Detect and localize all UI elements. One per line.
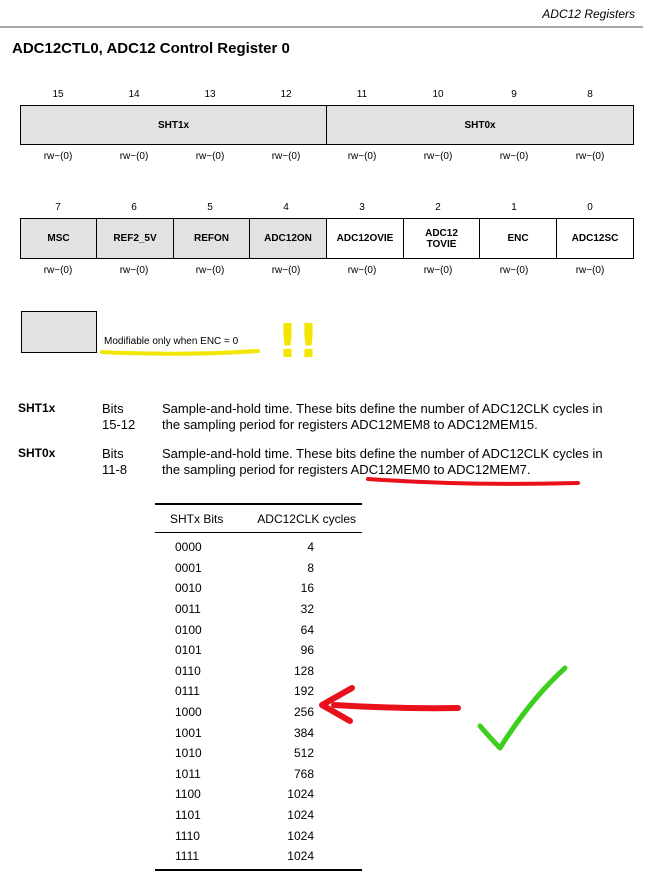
table-cell-bits: 1010 bbox=[175, 746, 202, 761]
table-cell-cycles: 16 bbox=[300, 581, 314, 596]
access-label: rw−(0) bbox=[423, 265, 453, 276]
table-cell-bits: 1101 bbox=[175, 808, 201, 823]
table-cell-bits: 0001 bbox=[175, 560, 202, 575]
table-row bbox=[155, 578, 362, 599]
table-cell-cycles: 384 bbox=[293, 725, 314, 740]
table-cell-cycles: 128 bbox=[293, 663, 314, 678]
desc-name-sht1x: SHT1x bbox=[18, 401, 56, 415]
table-cell-cycles: 256 bbox=[293, 705, 314, 720]
shtx-table bbox=[155, 503, 362, 871]
desc-line: the sampling period for registers ADC12MEM8 to ADC12MEM15. bbox=[162, 417, 538, 432]
table-row bbox=[155, 846, 362, 867]
table-row bbox=[155, 722, 362, 743]
access-label: rw−(0) bbox=[575, 151, 605, 162]
desc-bits-range: 11-8 bbox=[102, 462, 128, 477]
desc-bits-range: 15-12 bbox=[102, 417, 136, 432]
access-label: rw−(0) bbox=[347, 151, 377, 162]
table-cell-bits: 0011 bbox=[175, 602, 201, 617]
table-row bbox=[155, 661, 362, 682]
table-cell-bits: 0010 bbox=[175, 581, 202, 596]
access-label: rw−(0) bbox=[347, 265, 377, 276]
access-label: rw−(0) bbox=[271, 265, 301, 276]
table-cell-bits: 1011 bbox=[175, 766, 201, 781]
bit-number: 9 bbox=[511, 89, 517, 100]
desc-line: Sample-and-hold time. These bits define the number of ADC12CLK cycles in bbox=[162, 446, 603, 461]
table-row bbox=[155, 784, 362, 805]
field-adc12tovie: ADC12 TOVIE bbox=[404, 218, 480, 259]
desc-line: Sample-and-hold time. These bits define the number of ADC12CLK cycles in bbox=[162, 401, 603, 416]
table-cell-cycles: 192 bbox=[293, 684, 314, 699]
access-label: rw−(0) bbox=[195, 265, 225, 276]
access-label: rw−(0) bbox=[499, 151, 529, 162]
bit-number: 5 bbox=[207, 202, 213, 213]
table-cell-bits: 1100 bbox=[175, 787, 201, 802]
field-refon: REFON bbox=[174, 218, 250, 259]
table-cell-cycles: 1024 bbox=[287, 828, 314, 843]
table-row bbox=[155, 640, 362, 661]
bit-number: 10 bbox=[432, 89, 444, 100]
table-row bbox=[155, 537, 362, 558]
desc-bits-word: Bits bbox=[102, 446, 124, 461]
table-header-cell: ADC12CLK cycles bbox=[257, 511, 356, 526]
table-cell-cycles: 768 bbox=[293, 766, 314, 781]
table-cell-bits: 1111 bbox=[175, 849, 200, 864]
table-row bbox=[155, 702, 362, 723]
access-label: rw−(0) bbox=[575, 265, 605, 276]
table-cell-cycles: 512 bbox=[293, 746, 314, 761]
desc-text-sht1x bbox=[162, 401, 642, 433]
yellow-exclamation: !! bbox=[277, 314, 319, 368]
table-row bbox=[155, 805, 362, 826]
table-cell-bits: 0100 bbox=[175, 622, 202, 637]
field-sht0x: SHT0x bbox=[327, 105, 634, 145]
table-cell-cycles: 1024 bbox=[287, 787, 314, 802]
field-adc12sc: ADC12SC bbox=[557, 218, 634, 259]
bit-number: 1 bbox=[511, 202, 517, 213]
table-cell-bits: 1001 bbox=[175, 725, 202, 740]
field-adc12ovie: ADC12OVIE bbox=[327, 218, 404, 259]
table-cell-cycles: 4 bbox=[307, 540, 314, 555]
field-msc: MSC bbox=[20, 218, 97, 259]
table-cell-cycles: 64 bbox=[300, 622, 314, 637]
access-label: rw−(0) bbox=[43, 265, 73, 276]
bit-number: 13 bbox=[204, 89, 216, 100]
section-header: ADC12 Registers bbox=[542, 7, 635, 21]
table-cell-bits: 0110 bbox=[175, 663, 201, 678]
table-cell-bits: 0101 bbox=[175, 643, 202, 658]
table-row bbox=[155, 681, 362, 702]
table-cell-cycles: 1024 bbox=[287, 808, 314, 823]
desc-bits-word: Bits bbox=[102, 401, 124, 416]
table-cell-cycles: 8 bbox=[307, 560, 314, 575]
bit-number: 3 bbox=[359, 202, 365, 213]
bit-number: 0 bbox=[587, 202, 593, 213]
table-bottom-rule bbox=[155, 869, 362, 871]
bit-number: 12 bbox=[280, 89, 292, 100]
table-cell-cycles: 1024 bbox=[287, 849, 314, 864]
access-label: rw−(0) bbox=[43, 151, 73, 162]
table-row bbox=[155, 764, 362, 785]
table-row bbox=[155, 743, 362, 764]
red-underline bbox=[368, 479, 578, 484]
yellow-underline bbox=[102, 351, 258, 354]
desc-bits-sht0x bbox=[102, 446, 127, 478]
access-label: rw−(0) bbox=[119, 265, 149, 276]
table-row bbox=[155, 599, 362, 620]
register-title: ADC12CTL0, ADC12 Control Register 0 bbox=[12, 40, 290, 57]
bit-number: 2 bbox=[435, 202, 441, 213]
access-label: rw−(0) bbox=[271, 151, 301, 162]
bit-number: 15 bbox=[52, 89, 64, 100]
access-label: rw−(0) bbox=[195, 151, 225, 162]
table-row bbox=[155, 619, 362, 640]
access-label: rw−(0) bbox=[499, 265, 529, 276]
bit-number: 14 bbox=[128, 89, 140, 100]
table-cell-bits: 1000 bbox=[175, 705, 202, 720]
access-label: rw−(0) bbox=[423, 151, 453, 162]
table-cell-cycles: 32 bbox=[300, 602, 314, 617]
table-cell-bits: 1110 bbox=[175, 828, 200, 843]
table-cell-bits: 0000 bbox=[175, 540, 202, 555]
green-check-icon bbox=[480, 668, 565, 748]
table-row bbox=[155, 825, 362, 846]
table-header bbox=[155, 503, 362, 533]
field-sht1x: SHT1x bbox=[20, 105, 327, 145]
access-label: rw−(0) bbox=[119, 151, 149, 162]
table-row bbox=[155, 558, 362, 579]
field-adc12on: ADC12ON bbox=[250, 218, 327, 259]
desc-line: the sampling period for registers ADC12MEM0 to ADC12MEM7. bbox=[162, 462, 531, 477]
bit-number: 8 bbox=[587, 89, 593, 100]
table-cell-cycles: 96 bbox=[300, 643, 314, 658]
bit-number: 4 bbox=[283, 202, 289, 213]
table-body bbox=[155, 533, 362, 869]
bit-number: 11 bbox=[356, 89, 368, 100]
desc-name-sht0x: SHT0x bbox=[18, 446, 56, 460]
field-enc: ENC bbox=[480, 218, 557, 259]
table-header-cell: SHTx Bits bbox=[170, 511, 224, 526]
bit-number: 7 bbox=[55, 202, 61, 213]
table-cell-bits: 0111 bbox=[175, 684, 200, 699]
desc-bits-sht1x bbox=[102, 401, 135, 433]
desc-text-sht0x bbox=[162, 446, 642, 478]
legend-text: Modifiable only when ENC = 0 bbox=[104, 336, 239, 347]
field-ref2-5v: REF2_5V bbox=[97, 218, 174, 259]
bit-number: 6 bbox=[131, 202, 137, 213]
